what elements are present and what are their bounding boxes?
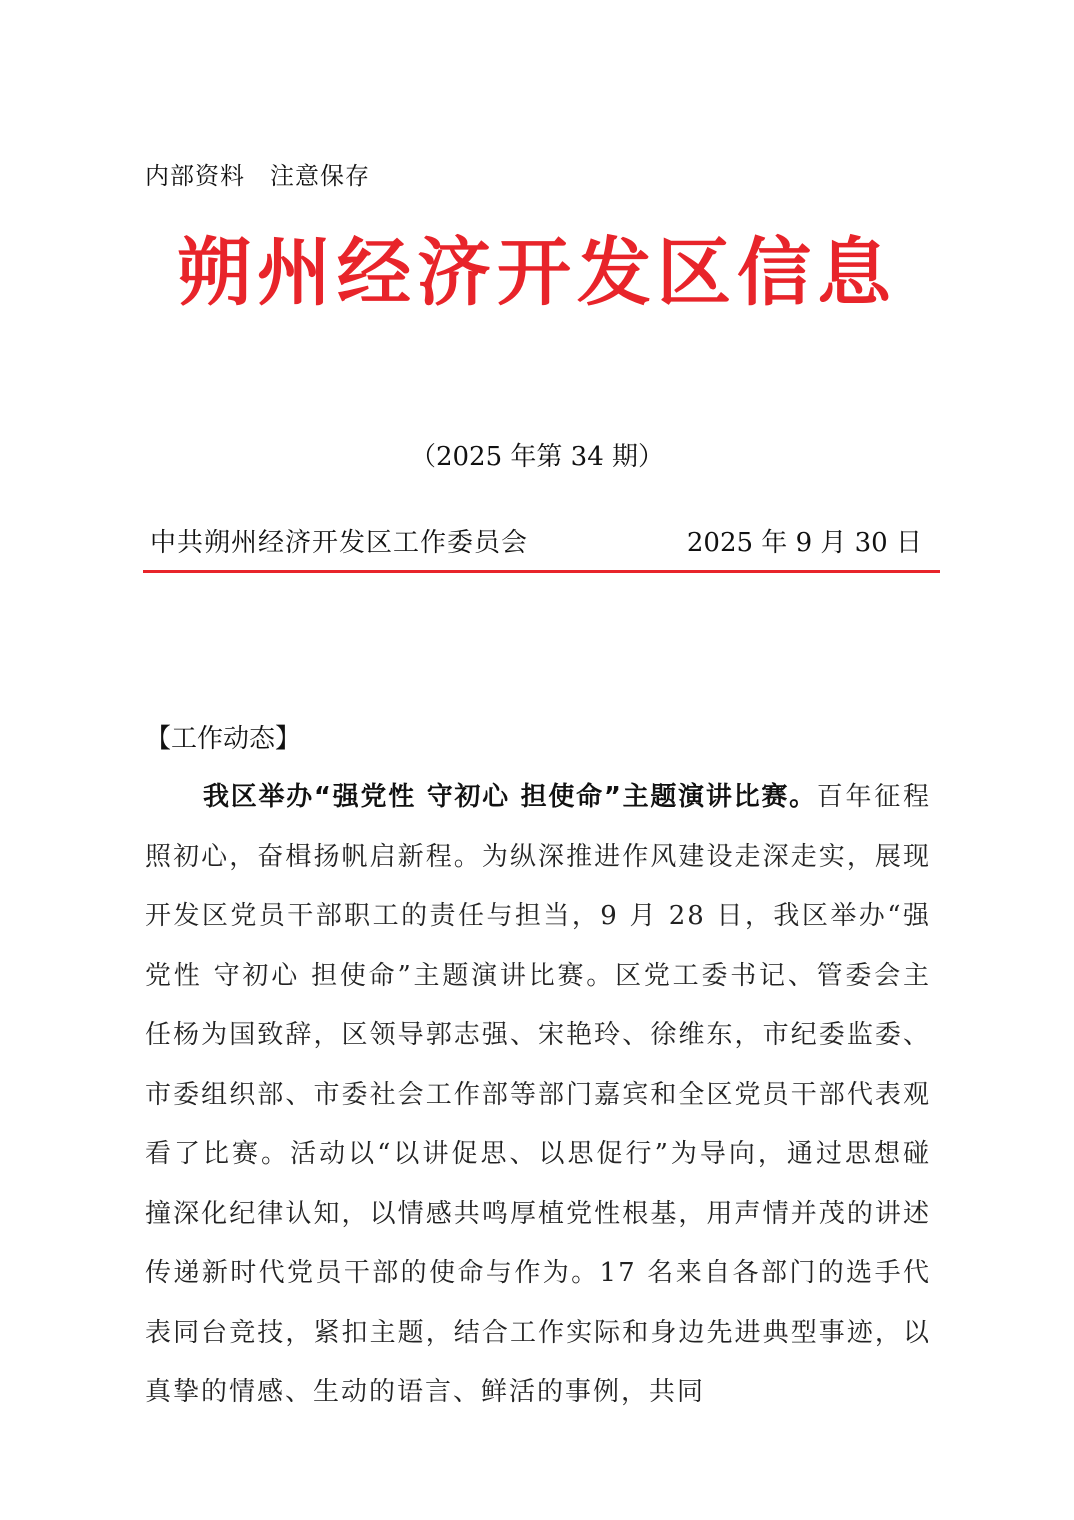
article-body: 百年征程照初心，奋楫扬帆启新程。为纵深推进作风建设走深走实，展现开发区党员干部职工的责任与担当，9 月 28 日，我区举办“强党性 守初心 担使命”主题演讲比赛。区党工委书记、管委会主任杨为国致辞，区领导郭志强、宋艳玲、徐维东，市纪委监委、市委组织部、市委社会工作部等部门嘉宾和全区党员干部代表观看了比赛。活动以“以讲促思、以思促行”为导向，通过思想碰撞深化纪律认知，以情感共鸣厚植党性根基，用声情并茂的讲述传递新时代党员干部的使命与作为。17 名来自各部门的选手代表同台竞技，紧扣主题，结合工作实际和身边先进典型事迹，以真挚的情感、生动的语言、鲜活的事例，共同 (145, 782, 931, 1407)
article-paragraph (145, 768, 931, 1423)
header-divider (143, 570, 940, 573)
article (145, 768, 931, 1423)
masthead-title: 朔州经济开发区信息 (177, 230, 897, 316)
issue-number: （2025 年第 34 期） (409, 442, 665, 472)
publisher: 中共朔州经济开发区工作委员会 (150, 528, 529, 558)
confidentiality-notice: 内部资料 注意保存 (145, 162, 370, 190)
article-headline: 我区举办“强党性 守初心 担使命”主题演讲比赛。 (203, 782, 817, 812)
section-heading: 【工作动态】 (145, 724, 302, 754)
publication-date: 2025 年 9 月 30 日 (686, 528, 922, 558)
